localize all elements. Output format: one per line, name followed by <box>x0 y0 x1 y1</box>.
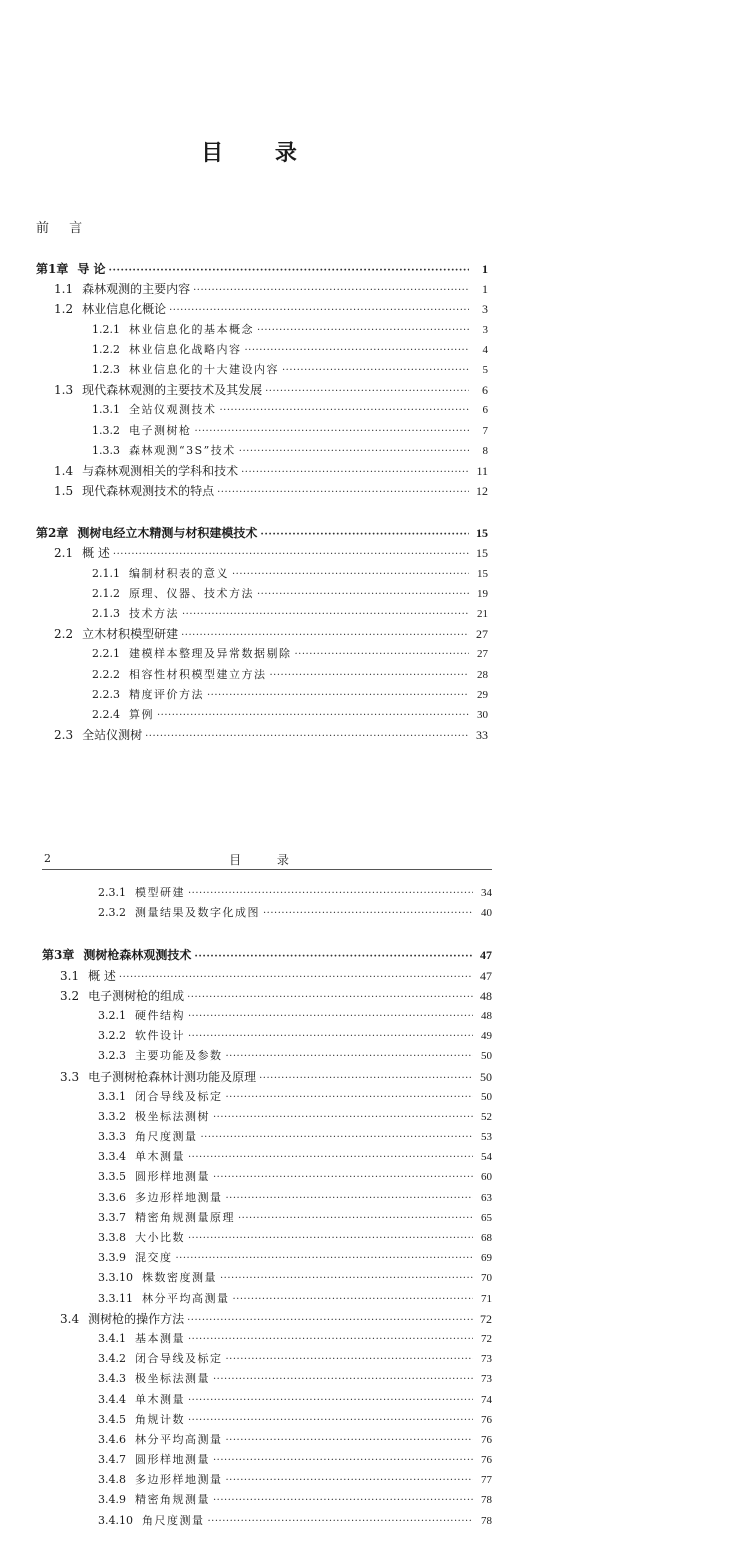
toc-section[interactable] <box>36 461 488 481</box>
entry-number: 第2章 <box>36 526 69 541</box>
entry-title: 测树电经立木精测与材积建模技术 <box>77 526 258 541</box>
entry-title: 主要功能及参数 <box>135 1049 223 1063</box>
entry-title: 现代森林观测的主要技术及其发展 <box>82 383 263 398</box>
toc-subsection[interactable] <box>42 1430 492 1450</box>
leader-dots <box>207 686 469 706</box>
entry-title: 林分平均高测量 <box>142 1291 230 1305</box>
entry-number: 2.1.3 <box>92 607 120 620</box>
entry-page: 73 <box>481 1373 492 1386</box>
entry-page: 1 <box>482 262 488 276</box>
entry-title: 基本测量 <box>135 1331 185 1345</box>
entry-number: 3.4.4 <box>98 1392 126 1406</box>
entry-number: 3.3.3 <box>98 1130 126 1144</box>
entry-number: 3.4.7 <box>98 1453 126 1467</box>
toc-subsection[interactable] <box>42 1147 492 1167</box>
entry-title: 多边形样地测量 <box>135 1473 223 1487</box>
toc-subsection[interactable] <box>42 1107 492 1127</box>
entry-number: 2.1.1 <box>92 566 120 580</box>
entry-page: 15 <box>477 567 488 580</box>
entry-page: 52 <box>481 1110 492 1123</box>
entry-number: 2.3 <box>54 728 74 743</box>
entry-title: 测树枪森林观测技术 <box>83 948 192 963</box>
entry-title: 混交度 <box>135 1251 173 1265</box>
leader-dots <box>263 904 473 924</box>
leader-dots <box>220 401 470 421</box>
entry-title: 立木材积模型研建 <box>82 627 179 642</box>
toc-subsection[interactable] <box>42 1127 492 1147</box>
entry-number: 3.4.6 <box>98 1432 126 1446</box>
entry-number: 2.1 <box>54 546 74 561</box>
toc-subsection[interactable] <box>36 441 488 461</box>
toc-subsection[interactable] <box>42 1349 492 1369</box>
entry-number: 3.4.3 <box>98 1372 126 1386</box>
leader-dots <box>226 1047 474 1067</box>
entry-page: 4 <box>482 343 488 356</box>
leader-dots <box>188 1391 473 1411</box>
leader-dots <box>193 281 469 301</box>
toc-subsection[interactable] <box>36 320 488 340</box>
entry-page: 50 <box>480 1069 492 1084</box>
entry-number: 2.2.2 <box>92 667 120 681</box>
toc-subsection[interactable] <box>42 1410 492 1430</box>
leader-dots <box>157 706 469 726</box>
entry-page: 68 <box>481 1232 492 1244</box>
leader-dots <box>245 341 470 361</box>
page-2-header <box>42 850 492 870</box>
leader-dots <box>188 1330 473 1350</box>
leader-dots <box>113 545 469 565</box>
entry-number: 3.3.8 <box>98 1231 126 1244</box>
entry-number: 3.3.10 <box>98 1271 133 1285</box>
toc-subsection[interactable] <box>42 1208 492 1228</box>
toc-subsection[interactable] <box>42 1026 492 1046</box>
entry-number: 第3章 <box>42 948 75 963</box>
entry-page: 50 <box>481 1090 492 1103</box>
entry-title: 全站仪测树 <box>82 728 143 743</box>
entry-title: 技术方法 <box>129 607 179 620</box>
toc-subsection[interactable] <box>42 1228 492 1248</box>
toc-section[interactable] <box>42 1067 492 1087</box>
leader-dots <box>188 1007 473 1027</box>
entry-number: 第1章 <box>36 262 69 276</box>
entry-number: 1.3.1 <box>92 403 120 417</box>
toc-page-1 <box>36 259 488 745</box>
leader-dots <box>233 1290 474 1310</box>
leader-dots <box>220 1269 473 1289</box>
entry-number: 3.3 <box>60 1069 80 1084</box>
entry-title: 多边形样地测量 <box>135 1190 223 1204</box>
entry-page: 3 <box>482 302 488 317</box>
leader-dots <box>241 463 469 483</box>
leader-dots <box>257 321 469 341</box>
leader-dots <box>238 1209 473 1229</box>
entry-number: 1.1 <box>54 282 74 297</box>
leader-dots <box>208 1512 474 1532</box>
entry-page: 47 <box>480 968 492 983</box>
leader-dots <box>217 483 469 503</box>
toc-subsection[interactable] <box>36 400 488 420</box>
toc-subsection[interactable] <box>42 1248 492 1268</box>
entry-page: 48 <box>481 1009 492 1022</box>
leader-dots <box>169 301 469 321</box>
toc-subsection[interactable] <box>36 360 488 380</box>
leader-dots <box>265 382 469 402</box>
entry-number: 3.4.9 <box>98 1493 126 1507</box>
entry-page: 3 <box>482 323 488 336</box>
entry-page: 27 <box>477 648 488 661</box>
toc-subsection[interactable] <box>42 1450 492 1470</box>
leader-dots <box>213 1168 473 1188</box>
entry-title: 圆形样地测量 <box>135 1453 210 1467</box>
entry-title: 单木测量 <box>135 1150 185 1164</box>
entry-number: 3.4.10 <box>98 1513 133 1527</box>
entry-page: 77 <box>481 1474 492 1487</box>
leader-dots <box>260 525 469 545</box>
toc-subsection[interactable] <box>42 1087 492 1107</box>
leader-dots <box>145 727 469 747</box>
entry-title: 电子测树枪的组成 <box>88 988 185 1003</box>
entry-title: 角尺度测量 <box>142 1513 205 1527</box>
leader-dots <box>295 645 470 665</box>
entry-title: 极坐标法测量 <box>135 1372 210 1386</box>
entry-page: 28 <box>477 668 488 681</box>
toc-subsection[interactable] <box>42 1268 492 1288</box>
entry-title: 单木测量 <box>135 1392 185 1406</box>
entry-title: 导 论 <box>77 262 106 276</box>
entry-page: 19 <box>477 587 488 600</box>
entry-page: 49 <box>481 1030 492 1043</box>
entry-title: 相容性材积模型建立方法 <box>129 667 267 681</box>
leader-dots <box>188 884 473 904</box>
entry-number: 2.3.1 <box>98 886 126 899</box>
entry-page: 70 <box>481 1272 492 1285</box>
entry-title: 测量结果及数字化成图 <box>135 906 260 920</box>
entry-title: 闭合导线及标定 <box>135 1352 223 1366</box>
entry-number: 3.3.6 <box>98 1190 126 1204</box>
entry-page: 78 <box>481 1514 492 1527</box>
entry-number: 3.3.7 <box>98 1210 126 1224</box>
toc-subsection[interactable] <box>42 903 492 923</box>
entry-page: 29 <box>477 688 488 701</box>
toc-section[interactable] <box>36 380 488 400</box>
leader-dots <box>226 1088 474 1108</box>
entry-number: 2.1.2 <box>92 586 120 600</box>
chapter-gap <box>36 501 488 523</box>
entry-number: 1.3 <box>54 383 74 398</box>
entry-number: 2.2.4 <box>92 707 120 721</box>
entry-number: 3.4.8 <box>98 1473 126 1487</box>
entry-number: 1.4 <box>54 463 74 478</box>
entry-title: 精度评价方法 <box>129 687 204 701</box>
entry-title: 电子测树枪 <box>129 423 192 437</box>
entry-title: 林业信息化的基本概念 <box>129 322 254 336</box>
entry-number: 3.3.4 <box>98 1150 126 1164</box>
entry-title: 算例 <box>129 707 154 721</box>
entry-page: 47 <box>480 948 492 963</box>
entry-number: 2.2 <box>54 627 74 642</box>
toc-chapter[interactable] <box>36 523 488 543</box>
toc-subsection[interactable] <box>36 584 488 604</box>
entry-title: 与森林观测相关的学科和技术 <box>82 463 239 478</box>
entry-title: 原理、仪器、技术方法 <box>129 586 254 600</box>
entry-title: 角规计数 <box>135 1412 185 1426</box>
toc-section[interactable] <box>36 279 488 299</box>
toc-subsection[interactable] <box>42 883 492 903</box>
toc-subsection[interactable] <box>36 685 488 705</box>
entry-page: 6 <box>482 404 488 417</box>
entry-title: 林分平均高测量 <box>135 1432 223 1446</box>
toc-subsection[interactable] <box>42 1369 492 1389</box>
toc-section[interactable] <box>36 481 488 501</box>
entry-title: 模型研建 <box>135 886 185 899</box>
entry-page: 40 <box>481 907 492 920</box>
leader-dots <box>213 1491 473 1511</box>
leader-dots <box>188 1229 473 1249</box>
entry-page: 50 <box>481 1050 492 1063</box>
entry-title: 概 述 <box>82 546 110 561</box>
leader-dots <box>226 1471 474 1491</box>
entry-page: 73 <box>481 1353 492 1366</box>
entry-page: 34 <box>481 887 492 899</box>
toc-section[interactable] <box>36 299 488 319</box>
entry-title: 全站仪观测技术 <box>129 403 217 417</box>
leader-dots <box>239 442 469 462</box>
entry-title: 编制材积表的意义 <box>129 566 229 580</box>
entry-page: 6 <box>482 383 488 398</box>
entry-number: 1.5 <box>54 484 74 499</box>
toc-subsection[interactable] <box>42 1490 492 1510</box>
entry-title: 精密角规测量原理 <box>135 1210 235 1224</box>
toc-section[interactable] <box>42 966 492 986</box>
entry-number: 1.2 <box>54 302 74 317</box>
entry-number: 3.2.2 <box>98 1029 126 1043</box>
leader-dots <box>194 947 473 967</box>
toc-subsection[interactable] <box>42 1511 492 1531</box>
entry-page: 8 <box>482 444 488 457</box>
toc-section[interactable] <box>42 1309 492 1329</box>
entry-number: 2.2.3 <box>92 687 120 701</box>
leader-dots <box>182 605 469 625</box>
entry-number: 2.3.2 <box>98 906 126 920</box>
entry-title: 建模样本整理及异常数据剔除 <box>129 647 292 661</box>
toc-subsection[interactable] <box>42 1006 492 1026</box>
entry-page: 72 <box>480 1311 492 1326</box>
toc-subsection[interactable] <box>36 665 488 685</box>
entry-title: 角尺度测量 <box>135 1130 198 1144</box>
toc-subsection[interactable] <box>36 340 488 360</box>
entry-number: 3.4.2 <box>98 1352 126 1366</box>
leader-dots <box>181 626 469 646</box>
leader-dots <box>187 988 473 1008</box>
toc-subsection[interactable] <box>42 1390 492 1410</box>
entry-page: 53 <box>481 1131 492 1144</box>
entry-number: 3.3.5 <box>98 1170 126 1184</box>
entry-title: 圆形样地测量 <box>135 1170 210 1184</box>
leader-dots <box>195 422 470 442</box>
chapter-gap <box>42 923 492 945</box>
leader-dots <box>259 1069 473 1089</box>
entry-title: 现代森林观测技术的特点 <box>82 484 215 499</box>
leader-dots <box>232 565 469 585</box>
entry-page: 76 <box>481 1413 492 1426</box>
entry-title: 闭合导线及标定 <box>135 1089 223 1103</box>
toc-section[interactable] <box>42 986 492 1006</box>
entry-number: 3.4.5 <box>98 1412 126 1426</box>
entry-page: 15 <box>476 546 488 561</box>
entry-title: 株数密度测量 <box>142 1271 217 1285</box>
entry-page: 5 <box>482 363 488 376</box>
toc-subsection[interactable] <box>36 564 488 584</box>
entry-page: 21 <box>477 608 488 620</box>
toc-subsection[interactable] <box>36 421 488 441</box>
entry-title: 硬件结构 <box>135 1008 185 1022</box>
entry-number: 3.2.3 <box>98 1049 126 1063</box>
leader-dots <box>226 1189 474 1209</box>
entry-number: 3.3.2 <box>98 1109 126 1123</box>
entry-page: 65 <box>481 1211 492 1224</box>
leader-dots <box>119 968 473 988</box>
entry-title: 极坐标法测树 <box>135 1109 210 1123</box>
toc-section[interactable] <box>36 543 488 563</box>
leader-dots <box>257 585 469 605</box>
leader-dots <box>188 1027 473 1047</box>
leader-dots <box>213 1370 473 1390</box>
leader-dots <box>226 1431 474 1451</box>
entry-page: 78 <box>481 1494 492 1507</box>
entry-page: 27 <box>476 627 488 642</box>
entry-number: 3.3.9 <box>98 1251 126 1265</box>
entry-title: 林业信息化的十大建设内容 <box>129 362 279 376</box>
toc-subsection[interactable] <box>42 1289 492 1309</box>
toc-section[interactable] <box>36 725 488 745</box>
entry-title: 森林观测的主要内容 <box>82 282 191 297</box>
leader-dots <box>270 666 470 686</box>
leader-dots <box>213 1108 473 1128</box>
entry-number: 1.3.3 <box>92 443 120 457</box>
leader-dots <box>201 1128 474 1148</box>
entry-page: 60 <box>481 1171 492 1184</box>
toc-chapter[interactable] <box>42 945 492 965</box>
leader-dots <box>109 261 469 281</box>
entry-number: 1.3.2 <box>92 423 120 437</box>
toc-subsection[interactable] <box>36 604 488 624</box>
entry-number: 1.2.1 <box>92 322 120 336</box>
entry-page: 76 <box>481 1454 492 1467</box>
page-number: 2 <box>44 852 51 865</box>
toc-page-2 <box>42 883 492 1531</box>
leader-dots <box>188 1411 473 1431</box>
toc-subsection[interactable] <box>42 1329 492 1349</box>
entry-number: 2.2.1 <box>92 647 120 661</box>
entry-page: 33 <box>476 728 488 743</box>
toc-section[interactable] <box>36 624 488 644</box>
leader-dots <box>188 1148 473 1168</box>
entry-title: 森林观测“3S”技术 <box>129 443 236 457</box>
entry-page: 71 <box>481 1292 492 1305</box>
leader-dots <box>187 1311 473 1331</box>
entry-title: 精密角规测量 <box>135 1493 210 1507</box>
entry-page: 7 <box>482 424 488 437</box>
entry-title: 概 述 <box>88 968 116 983</box>
leader-dots <box>213 1451 473 1471</box>
entry-page: 30 <box>477 708 488 721</box>
page-title: 目 录 <box>201 140 319 166</box>
entry-number: 3.4.1 <box>98 1331 126 1345</box>
toc-subsection[interactable] <box>36 705 488 725</box>
toc-subsection[interactable] <box>42 1188 492 1208</box>
entry-title: 林业信息化战略内容 <box>129 342 242 356</box>
toc-chapter[interactable] <box>36 259 488 279</box>
entry-title: 测树枪的操作方法 <box>88 1311 185 1326</box>
entry-title: 林业信息化概论 <box>82 302 167 317</box>
entry-number: 1.2.2 <box>92 342 120 356</box>
entry-page: 76 <box>481 1433 492 1446</box>
entry-page: 48 <box>480 988 492 1003</box>
entry-page: 72 <box>481 1332 492 1345</box>
entry-page: 54 <box>481 1151 492 1164</box>
leader-dots <box>226 1350 474 1370</box>
entry-page: 63 <box>481 1191 492 1204</box>
toc-subsection[interactable] <box>42 1046 492 1066</box>
entry-number: 3.2 <box>60 988 80 1003</box>
preface-entry[interactable]: 前 言 <box>36 221 91 236</box>
toc-subsection[interactable] <box>42 1167 492 1187</box>
entry-page: 11 <box>476 463 488 478</box>
entry-page: 74 <box>481 1393 492 1406</box>
entry-number: 1.2.3 <box>92 362 120 376</box>
toc-subsection[interactable] <box>36 644 488 664</box>
entry-number: 3.1 <box>60 968 80 983</box>
leader-dots <box>282 361 469 381</box>
entry-number: 3.3.1 <box>98 1089 126 1103</box>
entry-page: 12 <box>476 484 488 499</box>
entry-title: 软件设计 <box>135 1029 185 1043</box>
entry-number: 3.2.1 <box>98 1008 126 1022</box>
entry-title: 电子测树枪森林计测功能及原理 <box>88 1069 257 1084</box>
entry-number: 3.4 <box>60 1311 80 1326</box>
entry-page: 69 <box>481 1252 492 1265</box>
leader-dots <box>176 1249 474 1269</box>
entry-title: 大小比数 <box>135 1231 185 1244</box>
entry-number: 3.3.11 <box>98 1291 133 1305</box>
header-rule <box>42 869 492 870</box>
toc-subsection[interactable] <box>42 1470 492 1490</box>
running-title: 目 录 <box>229 853 305 867</box>
entry-page: 15 <box>476 526 488 541</box>
entry-page: 1 <box>482 282 488 297</box>
